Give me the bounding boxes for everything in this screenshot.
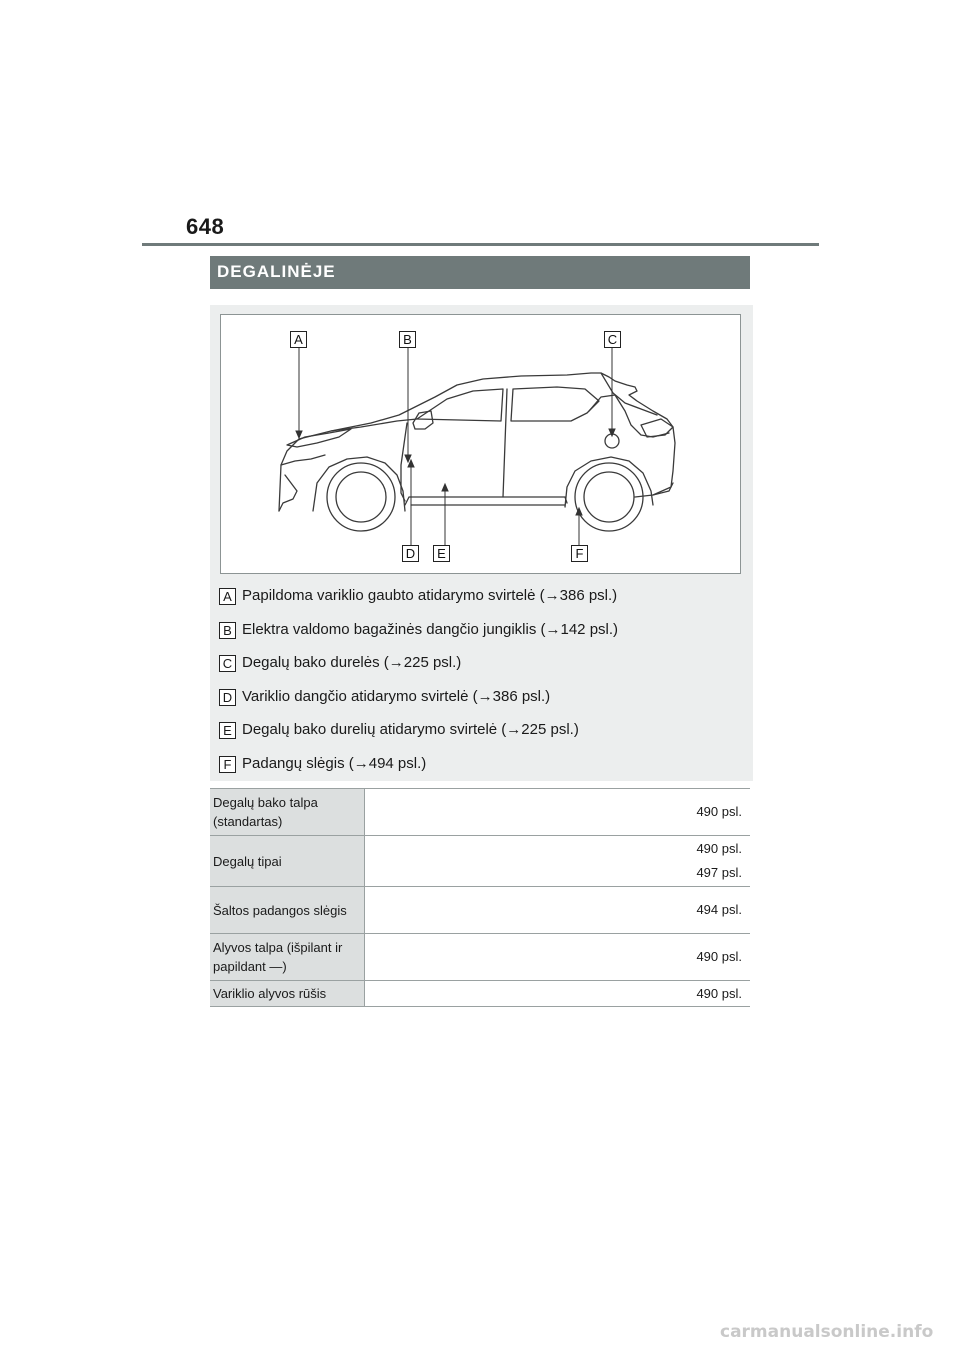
table-row — [210, 789, 750, 836]
legend-item — [219, 653, 744, 687]
legend-text: Papildoma variklio gaubto atidarymo svirtelė (→386 psl.) — [242, 587, 618, 604]
table-row — [210, 981, 750, 1007]
callout-b: B — [399, 331, 416, 348]
callout-e: E — [433, 545, 450, 562]
diagram-legend — [219, 586, 744, 787]
header-rule — [142, 243, 819, 246]
page-reference: 490 psl. — [696, 949, 742, 964]
legend-key: A — [219, 588, 236, 605]
page-reference: 490 psl. — [696, 804, 742, 819]
spec-label: Degalų bako talpa (standartas) — [210, 789, 365, 836]
legend-item — [219, 620, 744, 654]
legend-key: D — [219, 689, 236, 706]
spec-label: Alyvos talpa (išpilant ir papildant —) — [210, 934, 365, 981]
legend-item — [219, 720, 744, 754]
spec-label: Šaltos padangos slėgis — [210, 887, 365, 934]
legend-item — [219, 687, 744, 721]
legend-item — [219, 754, 744, 788]
legend-text: Degalų bako durelės (→225 psl.) — [242, 654, 462, 671]
spec-value — [365, 836, 751, 887]
legend-key: F — [219, 756, 236, 773]
legend-key: C — [219, 655, 236, 672]
spec-value — [365, 934, 751, 981]
page-reference: 494 psl. — [696, 902, 742, 917]
callout-a: A — [290, 331, 307, 348]
watermark: carmanualsonline.info — [720, 1322, 934, 1342]
legend-key: B — [219, 622, 236, 639]
legend-text: Elektra valdomo bagažinės dangčio jungiklis (→142 psl.) — [242, 620, 619, 638]
table-row — [210, 887, 750, 934]
spec-value — [365, 789, 751, 836]
callout-d: D — [402, 545, 419, 562]
figure-panel — [210, 305, 753, 781]
table-row — [210, 836, 750, 887]
section-header — [210, 256, 750, 289]
callout-c: C — [604, 331, 621, 348]
spec-value — [365, 981, 751, 1007]
legend-item — [219, 586, 744, 620]
vehicle-diagram — [220, 314, 741, 574]
page-number: 648 — [186, 214, 225, 239]
page-reference: 490 psl. — [696, 985, 742, 1001]
page-reference: 490 psl. — [696, 841, 742, 856]
spec-label: Variklio alyvos rūšis — [210, 981, 365, 1007]
page-reference: 497 psl. — [696, 865, 742, 880]
legend-key: E — [219, 722, 236, 739]
spec-label: Degalų tipai — [210, 836, 365, 887]
spec-reference-table — [210, 788, 750, 1007]
table-row — [210, 934, 750, 981]
legend-text: Degalų bako durelių atidarymo svirtelė (→225 psl.) — [242, 721, 579, 738]
car-side-view-illustration — [221, 315, 742, 575]
legend-text: Variklio dangčio atidarymo svirtelė (→386 psl.) — [242, 687, 551, 705]
legend-text: Padangų slėgis (→494 psl.) — [242, 754, 427, 772]
section-title: DEGALINĖJE — [217, 262, 336, 281]
callout-f: F — [571, 545, 588, 562]
spec-value — [365, 887, 751, 934]
